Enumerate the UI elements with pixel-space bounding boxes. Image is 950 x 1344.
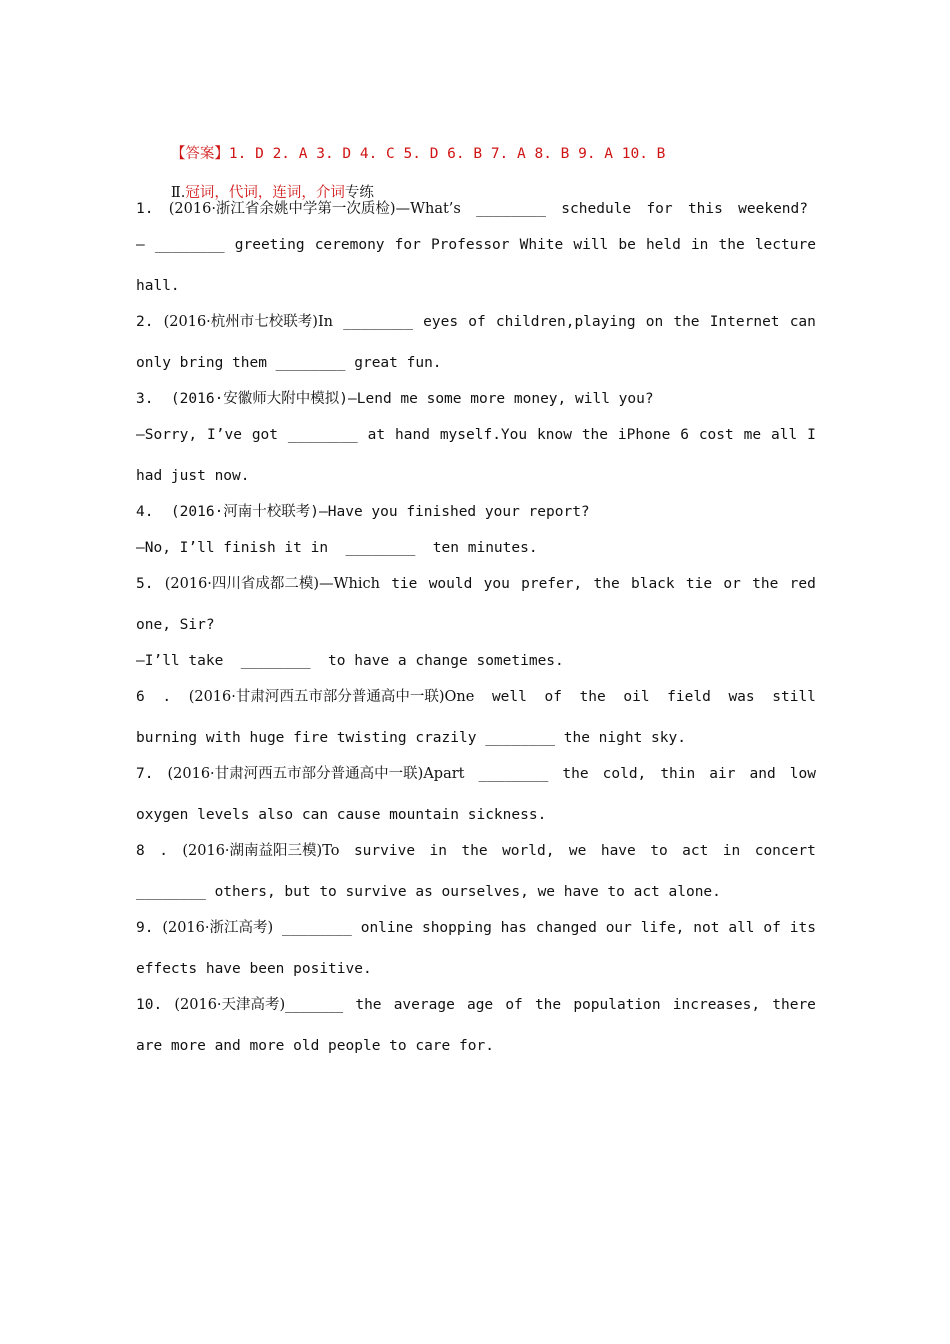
question-1-line-1: 1. (2016·浙江省余姚中学第一次质检)—What’s ________ schedule for this weekend? — [136, 201, 808, 217]
question-6-line-1: 6 . (2016·甘肃河西五市部分普通高中一联)One well of the oil field was still — [136, 689, 816, 705]
answer-label: 【答案】 — [170, 146, 229, 162]
question-4-line-1: 4. (2016·河南十校联考)—Have you finished your report? — [136, 504, 590, 520]
question-1-line-2: — ________ greeting ceremony for Professor White will be held in the lecture — [136, 237, 816, 253]
question-5-line-3: —I’ll take ________ to have a change sometimes. — [136, 653, 564, 669]
question-5-line-2: one, Sir? — [136, 617, 215, 633]
question-1-line-3: hall. — [136, 278, 180, 294]
question-3-line-3: had just now. — [136, 468, 250, 484]
question-4-line-2: —No, I’ll finish it in ________ ten minutes. — [136, 540, 538, 556]
question-9-line-1: 9. (2016·浙江高考) ________ online shopping has changed our life, not all of its — [136, 920, 816, 936]
question-7-line-2: oxygen levels also can cause mountain sickness. — [136, 807, 547, 823]
section-roman: Ⅱ. — [170, 185, 186, 201]
answer-line — [136, 124, 666, 162]
question-9-line-2: effects have been positive. — [136, 961, 372, 977]
answer-text: 1. D 2. A 3. D 4. C 5. D 6. B 7. A 8. B 9. A 10. B — [228, 146, 666, 162]
question-3-line-2: —Sorry, I’ve got ________ at hand myself.You know the iPhone 6 cost me all I — [136, 427, 816, 443]
question-6-line-2: burning with huge fire twisting crazily ________ the night sky. — [136, 730, 686, 746]
question-8-line-1: 8 . (2016·湖南益阳三模)To survive in the world, we have to act in concert — [136, 843, 816, 859]
question-10-line-1: 10. (2016·天津高考)________ the average age of the population increases, there — [136, 997, 816, 1013]
question-2-line-2: only bring them ________ great fun. — [136, 355, 442, 371]
question-5-line-1: 5. (2016·四川省成都二模)—Which tie would you prefer, the black tie or the red — [136, 576, 816, 592]
question-7-line-1: 7. (2016·甘肃河西五市部分普通高中一联)Apart ________ the cold, thin air and low — [136, 766, 816, 782]
question-3-line-1: 3. (2016·安徽师大附中模拟)—Lend me some more money, will you? — [136, 391, 654, 407]
section-heading — [136, 163, 374, 201]
question-2-line-1: 2. (2016·杭州市七校联考)In ________ eyes of children,playing on the Internet can — [136, 314, 816, 330]
section-title-black: 专练 — [344, 185, 374, 201]
section-title-red: 冠词，代词，连词，介词 — [185, 185, 345, 201]
question-10-line-2: are more and more old people to care for. — [136, 1038, 494, 1054]
question-8-line-2: ________ others, but to survive as ourselves, we have to act alone. — [136, 884, 721, 900]
